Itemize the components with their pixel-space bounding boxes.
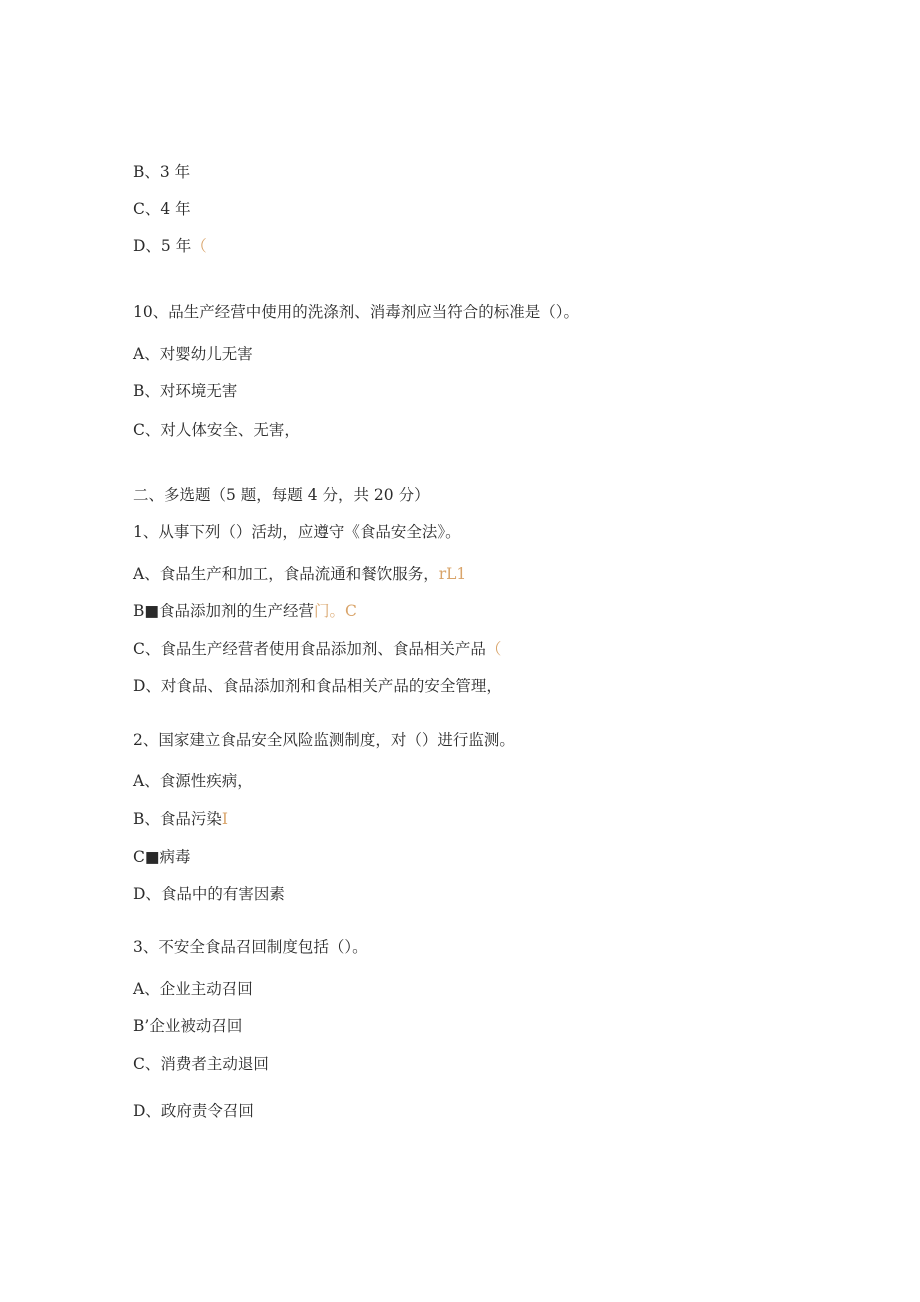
mq1-option-a	[133, 564, 466, 584]
line-text: 3、不安全食品召回制度包括（）。	[133, 938, 368, 956]
scan-mark: rL1	[438, 565, 467, 583]
q9-option-b	[133, 162, 190, 182]
line-text: C■病毒	[133, 848, 191, 866]
scan-mark: I	[221, 810, 229, 828]
q10-stem	[133, 302, 579, 322]
line-text: 10、品生产经营中使用的洗涤剂、消毒剂应当符合的标准是（）。	[133, 303, 579, 321]
mq3-option-d	[133, 1101, 254, 1121]
mq1-option-c	[133, 639, 501, 659]
scan-mark: （	[485, 640, 502, 658]
mq3-option-c	[133, 1054, 269, 1074]
line-text: D、5 年	[133, 237, 192, 255]
line-text: A、食品生产和加工，食品流通和餐饮服务，	[133, 565, 439, 583]
line-text: B■食品添加剂的生产经营	[133, 602, 315, 620]
mq2-option-b	[133, 809, 228, 829]
mq1-stem	[133, 522, 461, 542]
line-text: 1、从事下列（）活劫，应遵守《食品安全法》。	[133, 523, 461, 541]
line-text: C、食品生产经营者使用食品添加剂、食品相关产品	[133, 640, 486, 658]
scan-mark: （	[191, 237, 207, 255]
mq1-option-b	[133, 601, 357, 621]
line-text: C、对人体安全、无害，	[133, 421, 300, 439]
mq1-option-d	[133, 676, 502, 696]
line-text: 二、多选题（5 题，每题 4 分，共 20 分）	[133, 486, 430, 504]
scan-mark: 门。C	[314, 602, 357, 620]
q10-option-b	[133, 381, 237, 401]
line-text: A、企业主动召回	[133, 980, 253, 998]
line-text: 2、国家建立食品安全风险监测制度，对（）进行监测。	[133, 731, 515, 749]
line-text: C、4 年	[133, 200, 191, 218]
line-text: B、对环境无害	[133, 382, 238, 400]
line-text: C、消费者主动退回	[133, 1055, 269, 1073]
q10-option-c	[133, 420, 300, 440]
mq2-option-c	[133, 847, 191, 867]
line-text: B、食品污染	[133, 810, 222, 828]
mq3-option-a	[133, 979, 253, 999]
line-text: B、3 年	[133, 163, 191, 181]
mq3-stem	[133, 937, 368, 957]
line-text: D、对食品、食品添加剂和食品相关产品的安全管理，	[133, 677, 502, 695]
q10-option-a	[133, 344, 253, 364]
section-heading	[133, 485, 430, 505]
line-text: A、对婴幼儿无害	[133, 345, 253, 363]
line-text: B’企业被动召回	[133, 1017, 243, 1035]
mq2-stem	[133, 730, 515, 750]
mq3-option-b	[133, 1016, 242, 1036]
line-text: A、食源性疾病，	[133, 772, 253, 790]
line-text: D、食品中的有害因素	[133, 885, 285, 903]
mq2-option-d	[133, 884, 285, 904]
mq2-option-a	[133, 771, 253, 791]
q9-option-c	[133, 199, 191, 219]
line-text: D、政府责令召回	[133, 1102, 254, 1120]
q9-option-d	[133, 236, 207, 256]
